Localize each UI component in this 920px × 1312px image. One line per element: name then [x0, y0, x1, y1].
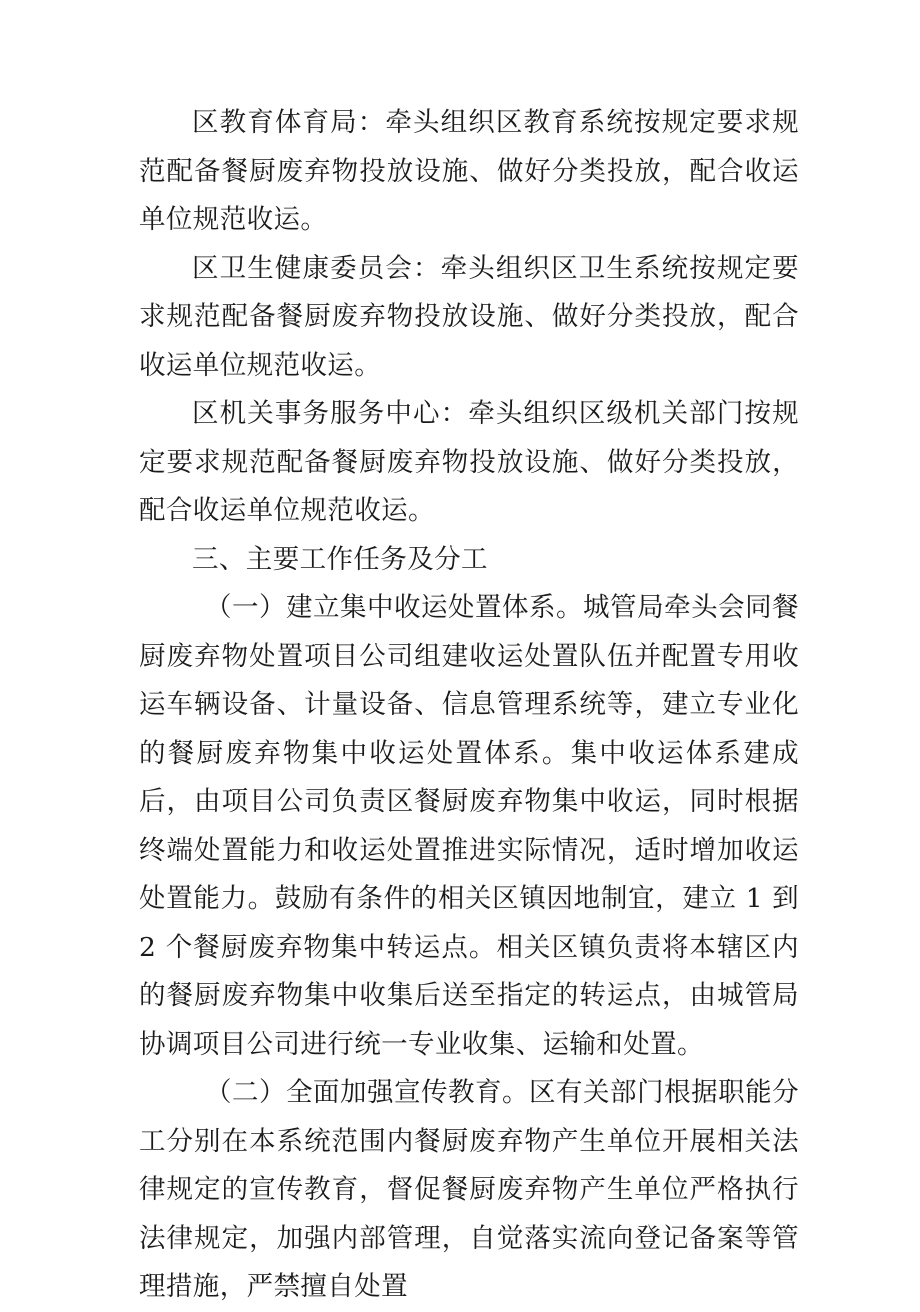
paragraph-publicity-education: （二）全面加强宣传教育。区有关部门根据职能分工分别在本系统范围内餐厨废弃物产生单位开展相关法律规定的宣传教育，督促餐厨废弃物产生单位严格执行法律规定，加强内部管理，自觉落实流向登记备案等管理措施，严禁擅自处置	[139, 1077, 799, 1302]
document-body	[139, 99, 799, 1312]
section-heading-main-tasks: 三、主要工作任务及分工	[192, 543, 488, 575]
paragraph-health-commission: 区卫生健康委员会：牵头组织区卫生系统按规定要求规范配备餐厨废弃物投放设施、做好分类投放，配合收运单位规范收运。	[139, 252, 799, 381]
paragraph-education-bureau: 区教育体育局：牵头组织区教育系统按规定要求规范配备餐厨废弃物投放设施、做好分类投放，配合收运单位规范收运。	[139, 107, 799, 235]
paragraph-collection-system: （一）建立集中收运处置体系。城管局牵头会同餐厨废弃物处置项目公司组建收运处置队伍并配置专用收运车辆设备、计量设备、信息管理系统等，建立专业化的餐厨废弃物集中收运处置体系。集中收运体系建成后，由项目公司负责区餐厨废弃物集中收运，同时根据终端处置能力和收运处置推进实际情况，适时增加收运处置能力。鼓励有条件的相关区镇因地制宜，建立 1 到 2 个餐厨废弃物集中转运点。相关区镇负责将本辖区内的餐厨废弃物集中收集后送至指定的转运点，由城管局协调项目公司进行统一专业收集、运输和处置。	[139, 592, 799, 1060]
paragraph-office-affairs-center: 区机关事务服务中心：牵头组织区级机关部门按规定要求规范配备餐厨废弃物投放设施、做好分类投放，配合收运单位规范收运。	[139, 398, 799, 526]
